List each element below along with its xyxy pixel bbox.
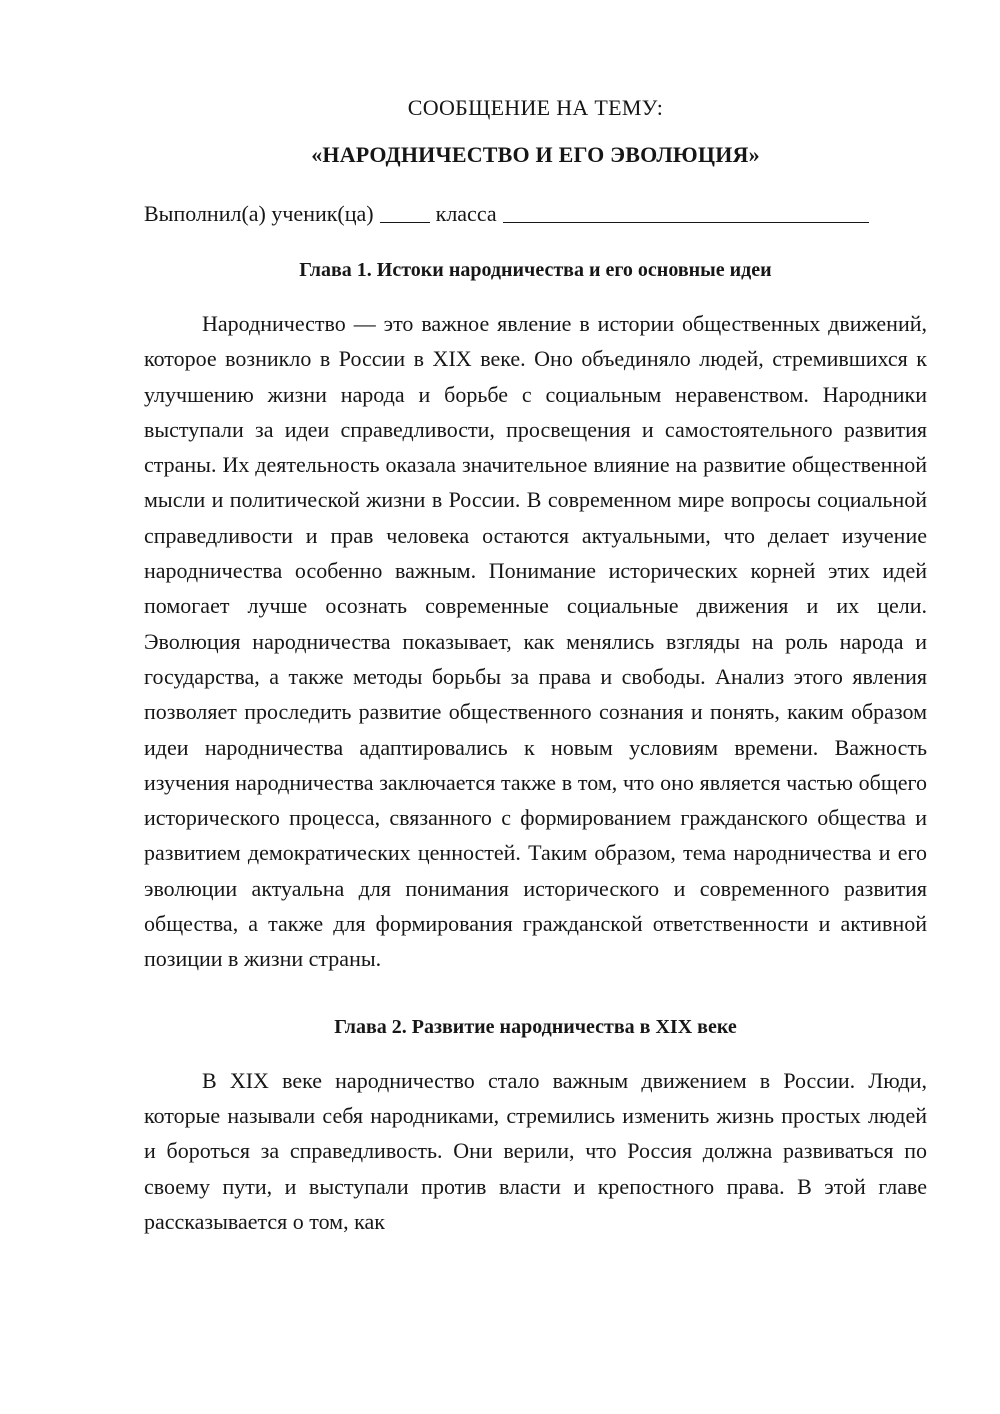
chapter-1-heading: Глава 1. Истоки народничества и его основные идеи: [299, 259, 772, 281]
author-byline: [144, 198, 927, 229]
class-number-blank: [380, 200, 430, 223]
byline-prefix: Выполнил(а) ученик(ца): [144, 201, 374, 226]
byline-class-label: класса: [435, 201, 497, 226]
chapter-1-paragraph: Народничество — это важное явление в истории общественных движений, которое возникло в России в XIX веке. Оно объединяло людей, стремившихся к улучшению жизни народа и борьбе с социальным неравенством. Народники выступали за идеи справедливости, просвещения и самостоятельного развития страны. Их деятельность оказала значительное влияние на развитие общественной мысли и политической жизни в России. В современном мире вопросы социальной справедливости и прав человека остаются актуальными, что делает изучение народничества особенно важным. Понимание исторических корней этих идей помогает лучше осознать современные социальные движения и их цели. Эволюция народничества показывает, как менялись взгляды на роль народа и государства, а также методы борьбы за права и свободы. Анализ этого явления позволяет проследить развитие общественного сознания и понять, каким образом идеи народничества адаптировались к новым условиям времени. Важность изучения народничества заключается также в том, что оно является частью общего исторического процесса, связанного с формированием гражданского общества и развитием демократических ценностей. Таким образом, тема народничества и его эволюции актуальна для понимания исторического и современного развития общества, а также для формирования гражданской ответственности и активной позиции в жизни страны.: [144, 311, 927, 972]
chapter-2-paragraph: В XIX веке народничество стало важным движением в России. Люди, которые называли себя народниками, стремились изменить жизнь простых людей и бороться за справедливость. Они верили, что Россия должна развиваться по своему пути, и выступали против власти и крепостного права. В этой главе рассказывается о том, как: [144, 1067, 927, 1234]
document-page: [144, 93, 927, 1239]
student-name-blank: [503, 200, 869, 223]
document-title-line-1: СООБЩЕНИЕ НА ТЕМУ:: [407, 95, 664, 120]
document-title-line-2: «НАРОДНИЧЕСТВО И ЕГО ЭВОЛЮЦИЯ»: [311, 142, 760, 167]
chapter-2-heading: Глава 2. Развитие народничества в XIX веке: [334, 1015, 737, 1038]
